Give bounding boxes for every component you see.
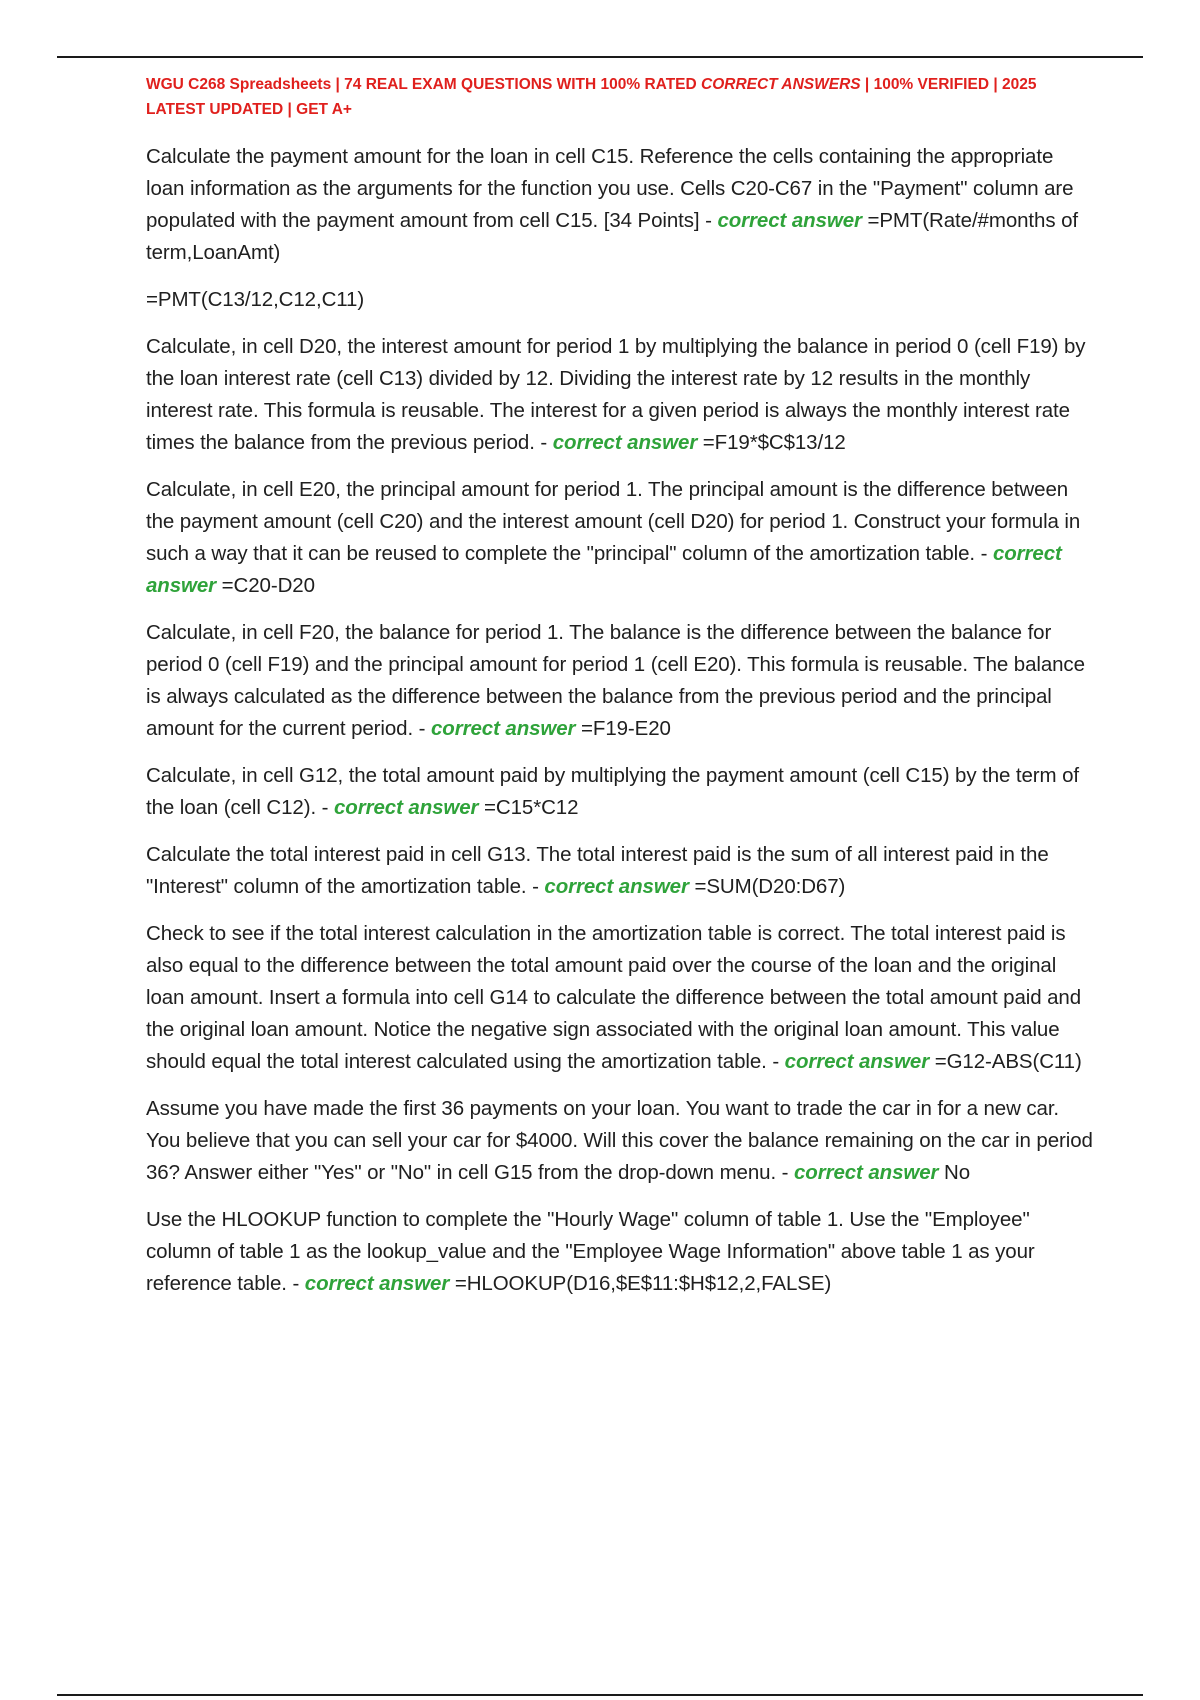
document-title	[146, 72, 1096, 122]
answer-text: No	[938, 1161, 971, 1184]
answer-text: =SUM(D20:D67)	[688, 875, 846, 898]
question-text: Calculate, in cell G12, the total amount paid by multiplying the payment amount (cell C15) by the term of the loan (cell C12). -	[146, 764, 1079, 819]
title-emphasis: CORRECT ANSWERS	[701, 76, 861, 93]
qa-item	[146, 141, 1096, 269]
title-text-end: | 100% VERIFIED | 2025 LATEST UPDATED | GET A+	[146, 76, 1037, 118]
answer-text: =F19*$C$13/12	[697, 431, 846, 454]
question-text: Check to see if the total interest calculation in the amortization table is correct. The total interest paid is also equal to the difference between the total amount paid over the course of the loan and the original loan amount. Insert a formula into cell G14 to calculate the difference between the total amount paid and the original loan amount. Notice the negative sign associated with the original loan amount. This value should equal the total interest calculated using the amortization table. -	[146, 922, 1081, 1073]
qa-item	[146, 760, 1096, 824]
answer-tag: correct answer	[146, 542, 1062, 597]
question-text: Calculate the payment amount for the loan in cell C15. Reference the cells containing the appropriate loan information as the arguments for the function you use. Cells C20-C67 in the "Payment" column are populated with the payment amount from cell C15. [34 Points] -	[146, 145, 1074, 232]
answer-tag: correct answer	[430, 717, 576, 740]
qa-item	[146, 617, 1096, 745]
question-text: Calculate, in cell F20, the balance for period 1. The balance is the difference between the balance for period 0 (cell F19) and the principal amount for period 1 (cell E20). This formula is reusable. The balance is always calculated as the difference between the balance from the previous period and the principal amount for the current period. -	[146, 621, 1085, 740]
qa-item	[146, 331, 1096, 459]
answer-tag: correct answer	[784, 1050, 930, 1073]
top-divider	[57, 56, 1143, 58]
answer-text: =HLOOKUP(D16,$E$11:$H$12,2,FALSE)	[449, 1272, 832, 1295]
answer-text: =PMT(Rate/#months of term,LoanAmt)	[146, 209, 1078, 264]
answer-tag: correct answer	[544, 875, 689, 898]
bottom-divider	[57, 1694, 1143, 1696]
answer-text: =C15*C12	[478, 796, 579, 819]
question-text: Calculate the total interest paid in cell G13. The total interest paid is the sum of all interest paid in the "Interest" column of the amortization table. -	[146, 843, 1049, 898]
document-body	[146, 72, 1096, 1315]
question-text: Use the HLOOKUP function to complete the "Hourly Wage" column of table 1. Use the "Employee" column of table 1 as the lookup_value and the "Employee Wage Information" above table 1 as your reference table. -	[146, 1208, 1035, 1295]
qa-item	[146, 918, 1096, 1078]
answer-tag: correct answer	[552, 431, 698, 454]
formula-text: =PMT(C13/12,C12,C11)	[146, 288, 365, 311]
answer-tag: correct answer	[793, 1161, 939, 1184]
answer-text: =F19-E20	[575, 717, 671, 740]
answer-text: =C20-D20	[216, 574, 315, 597]
title-text: WGU C268 Spreadsheets | 74 REAL EXAM QUESTIONS WITH 100% RATED	[146, 76, 702, 93]
answer-text: =G12-ABS(C11)	[929, 1050, 1082, 1073]
qa-item	[146, 839, 1096, 903]
question-text: Calculate, in cell D20, the interest amount for period 1 by multiplying the balance in period 0 (cell F19) by the loan interest rate (cell C13) divided by 12. Dividing the interest rate by 12 results in the monthly interest rate. This formula is reusable. The interest for a given period is always the monthly interest rate times the balance from the previous period. -	[146, 335, 1086, 454]
answer-tag: correct answer	[304, 1272, 450, 1295]
answer-tag: correct answer	[717, 209, 862, 232]
qa-item	[146, 1093, 1096, 1189]
qa-item	[146, 284, 1096, 316]
qa-item	[146, 474, 1096, 602]
question-text: Calculate, in cell E20, the principal amount for period 1. The principal amount is the difference between the payment amount (cell C20) and the interest amount (cell D20) for period 1. Construct your formula in such a way that it can be reused to complete the "principal" column of the amortization table. -	[146, 478, 1081, 565]
answer-tag: correct answer	[333, 796, 479, 819]
qa-item	[146, 1204, 1096, 1300]
question-text: Assume you have made the first 36 payments on your loan. You want to trade the car in for a new car. You believe that you can sell your car for $4000. Will this cover the balance remaining on the car in period 36? Answer either "Yes" or "No" in cell G15 from the drop-down menu. -	[146, 1097, 1093, 1184]
